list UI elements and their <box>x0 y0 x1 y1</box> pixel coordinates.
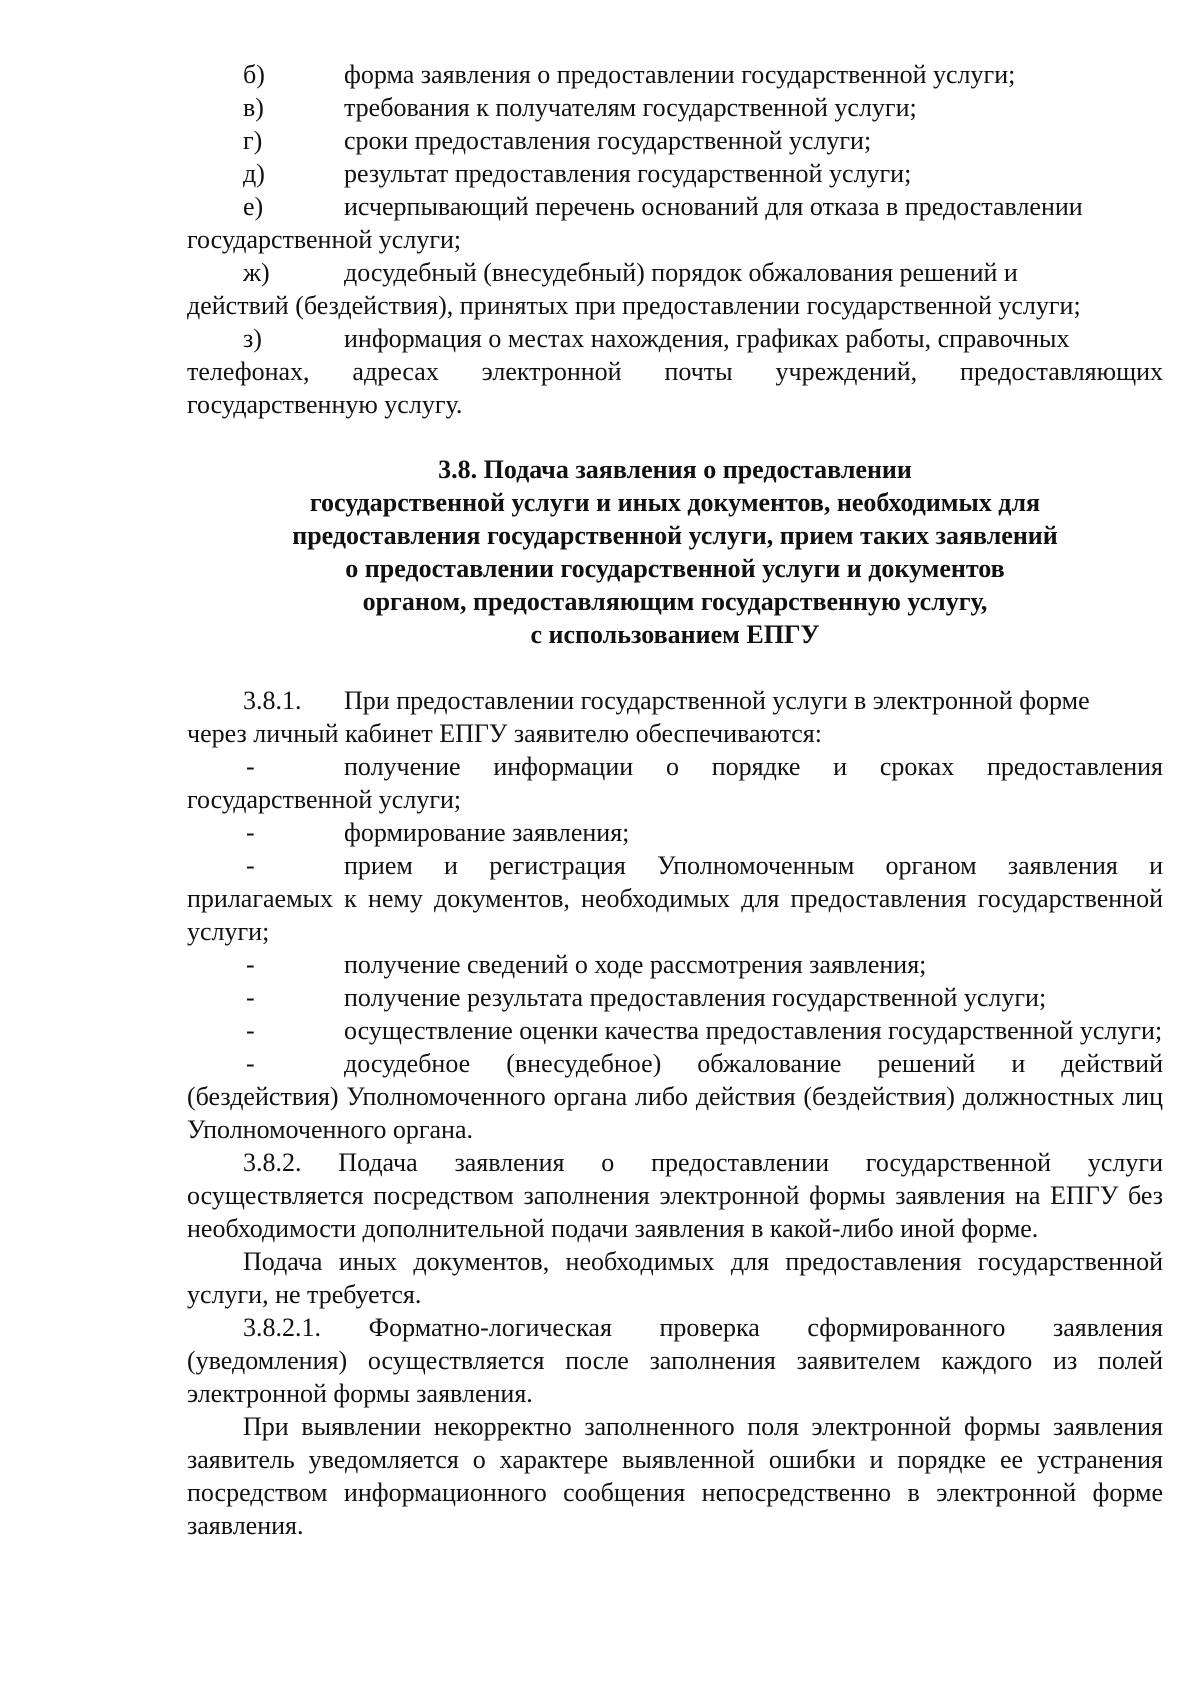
list-text: результат предоставления государственной услуги; <box>344 159 912 188</box>
list-item-z <box>187 322 1163 421</box>
list-text: требования к получателям государственной услуги; <box>344 93 917 122</box>
dash-marker: - <box>246 818 255 847</box>
dash-text: осуществление оценки качества предоставления государственной услуги; <box>344 1016 1163 1045</box>
heading-line: органом, предоставляющим государственную услугу, <box>362 587 988 616</box>
dash-item <box>187 849 1163 948</box>
list-text-rest: государственной услуги; <box>187 225 462 254</box>
dash-text: формирование заявления; <box>344 818 630 847</box>
paragraph-rest: через личный кабинет ЕПГУ заявителю обеспечиваются: <box>187 719 822 748</box>
list-marker: в) <box>243 93 264 122</box>
list-text-first: досудебный (внесудебный) порядок обжалования решений и <box>344 258 1018 287</box>
heading-line: государственной услуги и иных документов, необходимых для <box>309 488 1041 517</box>
dash-marker: - <box>246 851 255 880</box>
list-item-e <box>187 190 1163 256</box>
dash-text: получение сведений о ходе рассмотрения заявления; <box>344 950 927 979</box>
list-text: форма заявления о предоставлении государственной услуги; <box>344 60 1016 89</box>
list-item-d <box>187 157 1163 190</box>
section-heading <box>187 453 1163 651</box>
heading-line: предоставления государственной услуги, прием таких заявлений <box>292 521 1058 550</box>
list-marker: з) <box>243 324 262 353</box>
dash-item <box>187 816 1163 849</box>
list-marker: г) <box>243 126 263 155</box>
dash-text: досудебное (внесудебное) обжалование решений и действий (бездействия) Уполномоченного органа либо действия (бездействия) должностных лиц Уполномоченного органа. <box>187 1049 1163 1144</box>
list-text-rest: телефонах, адресах электронной почты учреждений, предоставляющих государственную услугу. <box>187 357 1163 419</box>
dash-marker: - <box>246 950 255 979</box>
page-content <box>187 58 1163 1542</box>
dash-marker: - <box>246 983 255 1012</box>
dash-item <box>187 750 1163 816</box>
spacer <box>187 421 1163 453</box>
dash-text: получение информации о порядке и сроках предоставления государственной услуги; <box>187 752 1163 814</box>
dash-marker: - <box>246 1049 255 1078</box>
list-text-rest: действий (бездействия), принятых при предоставлении государственной услуги; <box>187 291 1081 320</box>
dash-text: получение результата предоставления государственной услуги; <box>344 983 1047 1012</box>
list-item-b <box>187 58 1163 91</box>
paragraph-first-line: При предоставлении государственной услуги в электронной форме <box>344 686 1090 715</box>
list-marker: е) <box>243 192 264 221</box>
dash-item <box>187 981 1163 1014</box>
list-item-zh <box>187 256 1163 322</box>
dash-marker: - <box>246 752 255 781</box>
paragraph-number: 3.8.1. <box>243 686 302 715</box>
paragraph-3-8-2: 3.8.2. Подача заявления о предоставлении государственной услуги осуществляется посредством заполнения электронной формы заявления на ЕПГУ без необходимости дополнительной подачи заявления в какой-либо иной форме. <box>187 1148 1163 1243</box>
list-text: сроки предоставления государственной услуги; <box>344 126 872 155</box>
heading-line: 3.8. Подача заявления о предоставлении <box>438 455 912 484</box>
list-marker: б) <box>243 60 265 89</box>
list-text-first: информация о местах нахождения, графиках работы, справочных <box>344 324 1070 353</box>
list-text-first: исчерпывающий перечень оснований для отказа в предоставлении <box>344 192 1083 221</box>
dash-text: прием и регистрация Уполномоченным органом заявления и прилагаемых к нему документов, необходимых для предоставления государственной услуги; <box>187 851 1163 946</box>
spacer <box>187 651 1163 684</box>
paragraph-3-8-2-1: 3.8.2.1. Форматно-логическая проверка сформированного заявления (уведомления) осуществляется после заполнения заявителем каждого из полей электронной формы заявления. <box>187 1313 1163 1408</box>
heading-line: о предоставлении государственной услуги и документов <box>345 554 1005 583</box>
heading-line: с использованием ЕПГУ <box>530 620 820 649</box>
paragraph-3-8-2-1-b: При выявлении некорректно заполненного поля электронной формы заявления заявитель уведомляется о характере выявленной ошибки и порядке ее устранения посредством информационного сообщения непосредственно в электронной форме заявления. <box>187 1412 1163 1540</box>
paragraph-3-8-2-b: Подача иных документов, необходимых для предоставления государственной услуги, не требуется. <box>187 1247 1163 1309</box>
dash-item <box>187 1014 1163 1047</box>
list-item-v <box>187 91 1163 124</box>
list-marker: д) <box>243 159 265 188</box>
list-item-g <box>187 124 1163 157</box>
paragraph-3-8-1 <box>187 684 1163 750</box>
list-marker: ж) <box>243 258 270 287</box>
dash-item <box>187 1047 1163 1146</box>
dash-marker: - <box>246 1016 255 1045</box>
dash-item <box>187 948 1163 981</box>
